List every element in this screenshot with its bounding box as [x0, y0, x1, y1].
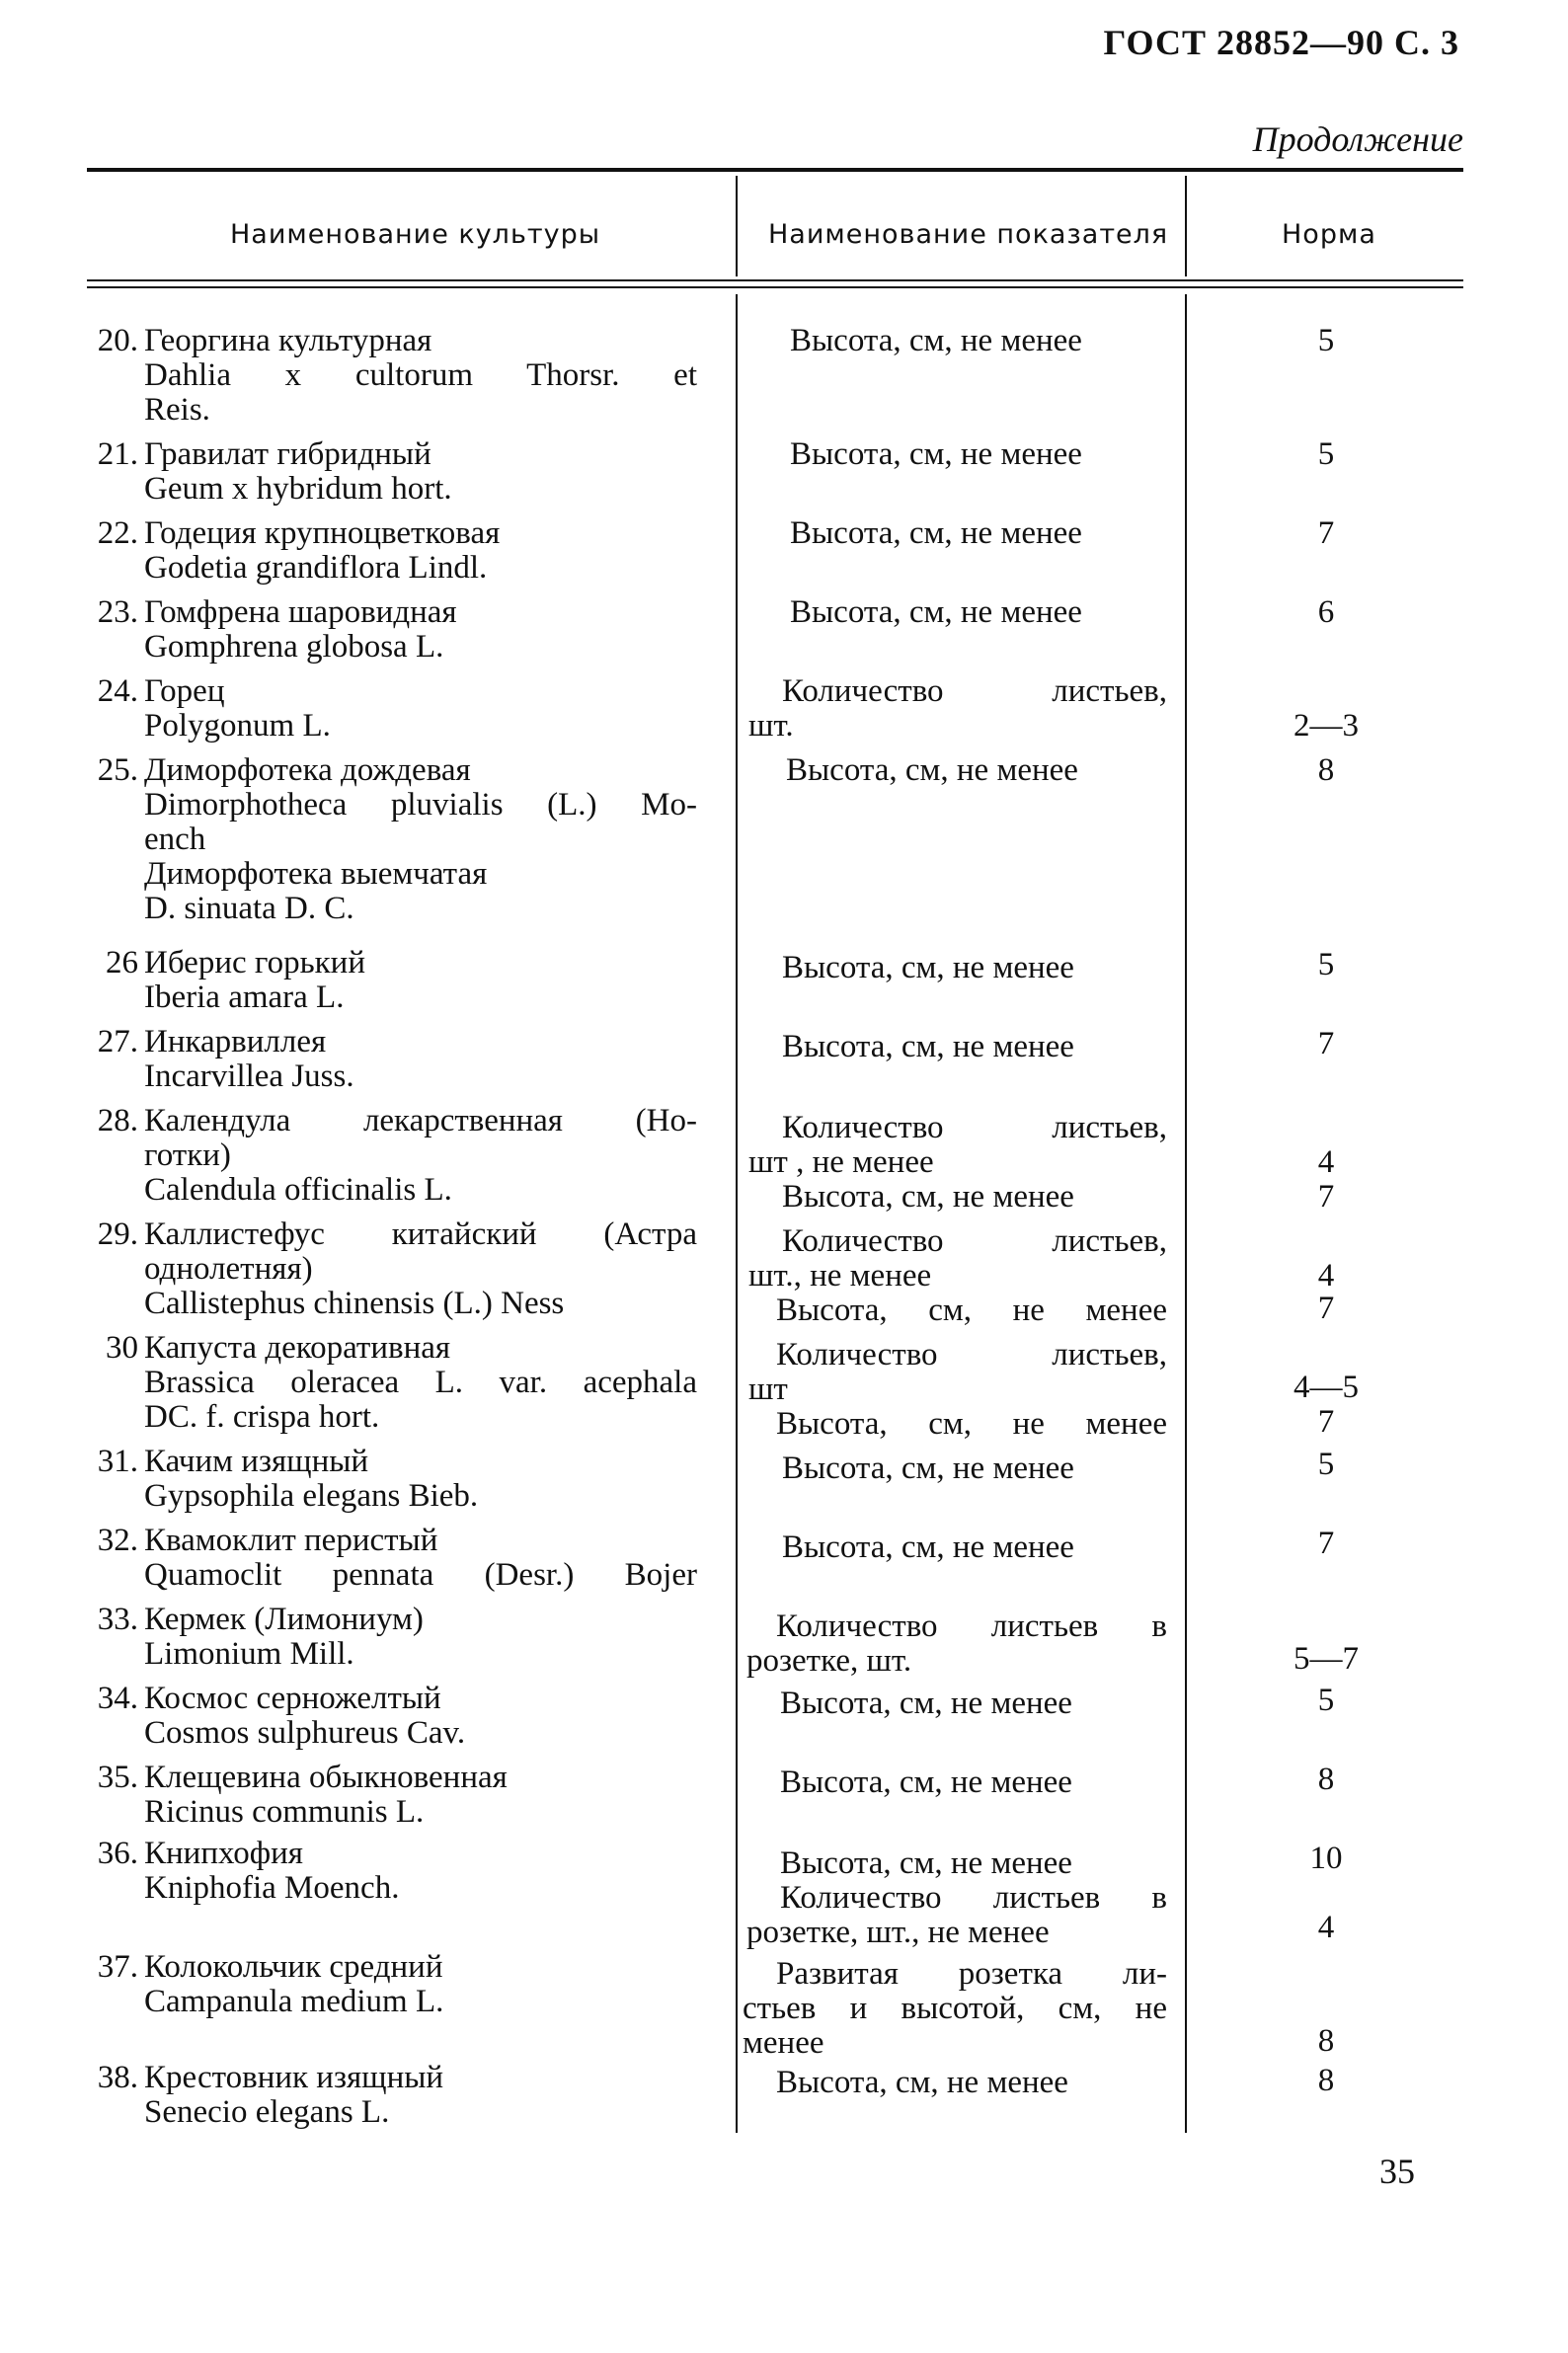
culture-name-ru: Календула лекарственная (Но- — [144, 1103, 697, 1138]
norm-value: 4 — [1317, 1144, 1335, 1180]
indicator-text: Высота, см, не менее — [790, 436, 1082, 472]
culture-name-lat: Calendula officinalis L. — [144, 1172, 452, 1208]
culture-name-ru: Иберис горький — [144, 945, 366, 980]
culture-name-ru: Кермек (Лимониум) — [144, 1602, 424, 1637]
row-number: 33. — [97, 1602, 138, 1637]
row-number: 38. — [97, 2060, 138, 2095]
culture-name-lat: Gomphrena globosa L. — [144, 629, 444, 665]
indicator-text: Высота, см, не менее — [782, 1029, 1074, 1064]
culture-name-lat: ench — [144, 822, 206, 857]
row-number: 30 — [106, 1330, 138, 1366]
indicator-text: Высота, см, не менее — [782, 950, 1074, 985]
culture-name-lat: Polygonum L. — [144, 708, 331, 744]
culture-name-lat: D. sinuata D. C. — [144, 891, 354, 926]
indicator-text: Количество листьев в — [780, 1880, 1167, 1916]
culture-name-lat: Campanula medium L. — [144, 1984, 444, 2019]
row-number: 24. — [97, 673, 138, 709]
culture-name-lat: Ricinus communis L. — [144, 1794, 425, 1830]
indicator-text: Количество листьев, — [782, 1223, 1167, 1259]
norm-value: 8 — [1317, 1762, 1335, 1797]
culture-name-ru: Капуста декоративная — [144, 1330, 451, 1366]
norm-value: 7 — [1317, 515, 1335, 551]
indicator-text: Количество листьев, — [776, 1337, 1167, 1373]
culture-name-lat: Brassica oleracea L. var. acephala — [144, 1365, 697, 1400]
indicator-text: Количество листьев в — [776, 1608, 1167, 1644]
culture-name-lat: Incarvillea Juss. — [144, 1059, 354, 1094]
row-number: 23. — [97, 594, 138, 630]
norm-value: 5 — [1317, 947, 1335, 982]
indicator-text: Высота, см, не менее — [780, 1845, 1072, 1881]
row-number: 26 — [106, 945, 138, 980]
culture-name-lat: Limonium Mill. — [144, 1636, 354, 1672]
culture-name-ru: Диморфотека выемчатая — [144, 856, 488, 892]
indicator-text: Высота, см, не менее — [780, 1765, 1072, 1800]
norm-value: 8 — [1317, 752, 1335, 788]
indicator-text: розетке, шт., не менее — [746, 1915, 1050, 1950]
indicator-text: Высота, см, не менее — [776, 1406, 1167, 1442]
culture-name-ru: Космос серножелтый — [144, 1681, 441, 1716]
indicator-text: шт. — [748, 708, 794, 744]
indicator-text: Количество листьев, — [782, 673, 1167, 709]
culture-name-lat: Callistephus chinensis (L.) Ness — [144, 1286, 565, 1321]
culture-name-lat: Quamoclit pennata (Desr.) Bojer — [144, 1557, 697, 1593]
culture-name-ru: готки) — [144, 1137, 231, 1173]
culture-name-ru: Годеция крупноцветковая — [144, 515, 501, 551]
culture-name-lat: Senecio elegans L. — [144, 2094, 390, 2130]
norm-value: 4 — [1317, 1910, 1335, 1945]
culture-name-lat: DC. f. crispa hort. — [144, 1399, 380, 1435]
indicator-text: Высота, см, не менее — [790, 323, 1082, 358]
culture-name-ru: Гомфрена шаровидная — [144, 594, 457, 630]
indicator-text: шт , не менее — [748, 1144, 934, 1180]
culture-name-lat: Geum x hybridum hort. — [144, 471, 452, 507]
norm-value: 10 — [1309, 1841, 1343, 1876]
culture-name-ru: Инкарвиллея — [144, 1024, 327, 1059]
culture-name-ru: Книпхофия — [144, 1836, 303, 1871]
norm-value: 8 — [1317, 2063, 1335, 2098]
indicator-text: Количество листьев, — [782, 1110, 1167, 1145]
row-number: 36. — [97, 1836, 138, 1871]
norm-value: 7 — [1317, 1026, 1335, 1061]
norm-value: 5 — [1317, 1447, 1335, 1482]
norm-value: 5 — [1317, 1683, 1335, 1718]
culture-name-ru: Каллистефус китайский (Астра — [144, 1216, 697, 1252]
document-code: ГОСТ 28852—90 С. 3 — [1103, 23, 1459, 62]
culture-name-lat: Kniphofia Moench. — [144, 1870, 400, 1906]
indicator-text: Высота, см, не менее — [780, 1686, 1072, 1721]
norm-value: 7 — [1317, 1291, 1335, 1326]
indicator-text: Высота, см, не менее — [786, 752, 1078, 788]
indicator-text: Высота, см, не менее — [790, 594, 1082, 630]
indicator-text: Высота, см, не менее — [782, 1529, 1074, 1565]
indicator-text: стьев и высотой, см, не — [743, 1991, 1167, 2026]
row-number: 29. — [97, 1216, 138, 1252]
culture-name-lat: Dahlia x cultorum Thorsr. et — [144, 357, 697, 393]
indicator-text: менее — [743, 2025, 824, 2061]
indicator-text: шт., не менее — [748, 1258, 932, 1294]
column-header-culture: Наименование культуры — [230, 219, 601, 250]
culture-name-ru: Крестовник изящный — [144, 2060, 444, 2095]
page-number: 35 — [1379, 2152, 1415, 2191]
row-number: 27. — [97, 1024, 138, 1059]
culture-name-ru: Колокольчик средний — [144, 1949, 443, 1985]
row-number: 20. — [97, 323, 138, 358]
indicator-text: розетке, шт. — [746, 1643, 912, 1679]
culture-name-ru: Горец — [144, 673, 225, 709]
culture-name-ru: Георгина культурная — [144, 323, 432, 358]
row-number: 32. — [97, 1523, 138, 1558]
row-number: 25. — [97, 752, 138, 788]
column-header-indicator: Наименование показателя — [768, 219, 1169, 250]
culture-name-ru: Клещевина обыкновенная — [144, 1760, 508, 1795]
culture-name-ru: Гравилат гибридный — [144, 436, 431, 472]
norm-value: 6 — [1317, 594, 1335, 630]
norm-value: 7 — [1317, 1404, 1335, 1440]
indicator-text: Высота, см, не менее — [782, 1179, 1074, 1215]
indicator-text: шт — [748, 1372, 788, 1407]
culture-name-lat: Iberia amara L. — [144, 980, 345, 1015]
row-number: 28. — [97, 1103, 138, 1138]
norm-value: 4—5 — [1294, 1370, 1359, 1405]
culture-name-lat: Reis. — [144, 392, 210, 428]
indicator-text: Высота, см, не менее — [776, 1293, 1167, 1328]
norm-value: 5 — [1317, 323, 1335, 358]
culture-name-lat: Gypsophila elegans Bieb. — [144, 1478, 479, 1514]
row-number: 35. — [97, 1760, 138, 1795]
row-number: 34. — [97, 1681, 138, 1716]
row-number: 21. — [97, 436, 138, 472]
norm-value: 4 — [1317, 1258, 1335, 1294]
norm-value: 5 — [1317, 436, 1335, 472]
norm-value: 2—3 — [1294, 708, 1359, 744]
row-number: 22. — [97, 515, 138, 551]
culture-name-ru: Квамоклит перистый — [144, 1523, 438, 1558]
norm-value: 7 — [1317, 1179, 1335, 1215]
culture-name-lat: Dimorphotheca pluvialis (L.) Mo- — [144, 787, 697, 823]
culture-name-lat: Cosmos sulphureus Cav. — [144, 1715, 466, 1751]
culture-name-ru: однолетняя) — [144, 1251, 313, 1287]
indicator-text: Высота, см, не менее — [776, 2065, 1068, 2100]
norm-value: 5—7 — [1294, 1641, 1359, 1677]
row-number: 37. — [97, 1949, 138, 1985]
continuation-label: Продолжение — [1252, 119, 1463, 159]
indicator-text: Высота, см, не менее — [790, 515, 1082, 551]
column-header-norm: Норма — [1282, 219, 1376, 250]
culture-name-ru: Качим изящный — [144, 1444, 369, 1479]
culture-name-lat: Godetia grandiflora Lindl. — [144, 550, 488, 586]
indicator-text: Высота, см, не менее — [782, 1451, 1074, 1486]
norm-value: 7 — [1317, 1526, 1335, 1561]
norm-value: 8 — [1317, 2023, 1335, 2059]
indicator-text: Развитая розетка ли- — [776, 1956, 1167, 1992]
row-number: 31. — [97, 1444, 138, 1479]
culture-name-ru: Диморфотека дождевая — [144, 752, 471, 788]
